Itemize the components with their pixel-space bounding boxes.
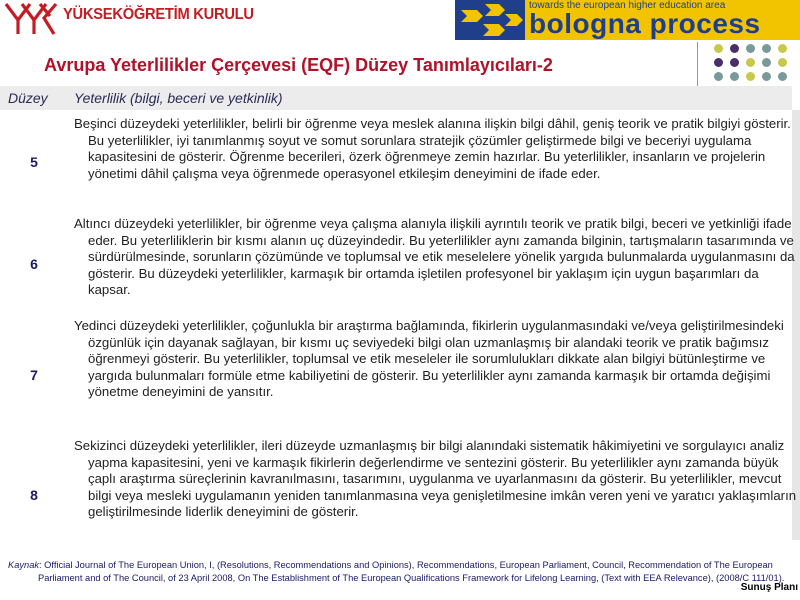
level-number: 5 — [30, 154, 38, 170]
column-header-level: Düzey — [8, 90, 48, 106]
divider — [697, 42, 698, 86]
column-header-qualification: Yeterlilik (bilgi, beceri ve yetkinlik) — [74, 90, 283, 106]
bologna-name: bologna process — [529, 8, 761, 39]
level-number: 7 — [30, 367, 38, 383]
level-description: Altıncı düzeydeki yeterlilikler, bir öğrenme veya çalışma alanıyla ilişkili ayrıntılı teorik ve pratik bilgi, beceri ve yetkinliği ifade eder. Bu yeterliliklerin bir kısmı alanın uç düzeyindedir. Bu yeterlilikler aynı zamanda bilginin, tartışmaların tasarımında ve sürdürülmesinde, sorunların çözümünde ve toplumsal ve etik meselelere yönelik yargıda bulunmalarda uygulanmasını da gösterir. Bu düzeydeki yeterlilikler, karmaşık bir ortamda işletilen profesyonel bir yaklaşım için uygun başarımları da kapsar. — [74, 216, 795, 297]
level-description: Beşinci düzeydeki yeterlilikler, belirli bir öğrenme veya meslek alanına ilişkin bilgi dâhil, geniş teorik ve pratik bilgiyi gösterir. Bu yeterlilikler, iyi tanımlanmış soyut ve somut sorunlara stratejik çözümler geliştirmede bilgi ve beceriyi uygulama kapasitesini de gösterir. Öğrenme becerileri, özerk öğrenmeye zemin hazırlar. Bu yeterlilikler, insanların ve projelerin yönetimi dâhil çalışma veya öğrenmede operasyonel etkileşim deneyimini de ifade eder. — [74, 116, 791, 181]
bologna-emblem — [455, 0, 525, 40]
yok-logo — [0, 0, 254, 36]
page-title: Avrupa Yeterlilikler Çerçevesi (EQF) Düzey Tanımlayıcıları-2 — [44, 55, 553, 75]
yok-emblem-icon — [2, 2, 60, 36]
level-description: Sekizinci düzeydeki yeterlilikler, ileri düzeyde uzmanlaşmış bir bilgi alanındaki sistematik hâkimiyetini ve sorgulayıcı analiz yapma kapasitesini, yeni ve karmaşık fikirlerin değerlendirme ve sentezini gösterir. Bu yeterlilikler aynı zamanda büyük çaplı araştırma süreçlerinin kavranılmasını, tasarımını, uygulanma ve uyarlanmasını da gösterir. Bu yeterlilikler, mevcut bilgi veya mesleki uygulamanın yeniden tanımlanmasına veya genişletilmesine imkân veren yeni ve yaratıcı yaklaşımların geliştirilmesinde liderlik deneyimini de gösterir. — [74, 438, 797, 519]
level-description: Yedinci düzeydeki yeterlilikler, çoğunlukla bir araştırma bağlamında, fikirlerin uygulanmasındaki ve/veya geliştirilmesindeki özgünlük için dayanak sağlayan, bir kısmı uç seviyedeki bilgi olan uzmanlaşmış bir alandaki teorik ve pratik bağımsız öğrenmeyi gösterir. Bu yeterlilikler, toplumsal ve etik meseleler ile sorumlulukları dikkate alan bilgiyi bütünleştirme ve yargıda bulunmaları formüle etme kabiliyetini de gösterir. Bu yeterlilikler aynı zamanda karmaşık bir ortamda değişimi yönetme deneyimini de yansıtır. — [74, 318, 784, 399]
bologna-arrows-icon — [455, 0, 525, 40]
source-citation — [8, 559, 800, 584]
org-name: YÜKSEKÖĞRETİM KURULU — [63, 6, 254, 23]
presentation-plan-link[interactable]: Sunuş Planı — [740, 582, 798, 593]
decorative-dots — [712, 44, 800, 80]
bologna-process-banner — [455, 0, 800, 40]
source-label: Kaynak — [8, 560, 40, 570]
source-text: : Official Journal of The European Union, I, (Resolutions, Recommendations and Opinions), Recommendations, European Parliament, Council, Recommendation of The European Parliament and of The Council, of 23 April 2008, On The Establishment of The European Qualifications Framework for Lifelong Learning, (Text with EEA Relevance), (2008/C 111/01). — [38, 560, 785, 583]
level-number: 8 — [30, 487, 38, 503]
level-number: 6 — [30, 256, 38, 272]
bologna-tagline: towards the european higher education area — [529, 0, 726, 11]
table-header — [0, 86, 792, 110]
